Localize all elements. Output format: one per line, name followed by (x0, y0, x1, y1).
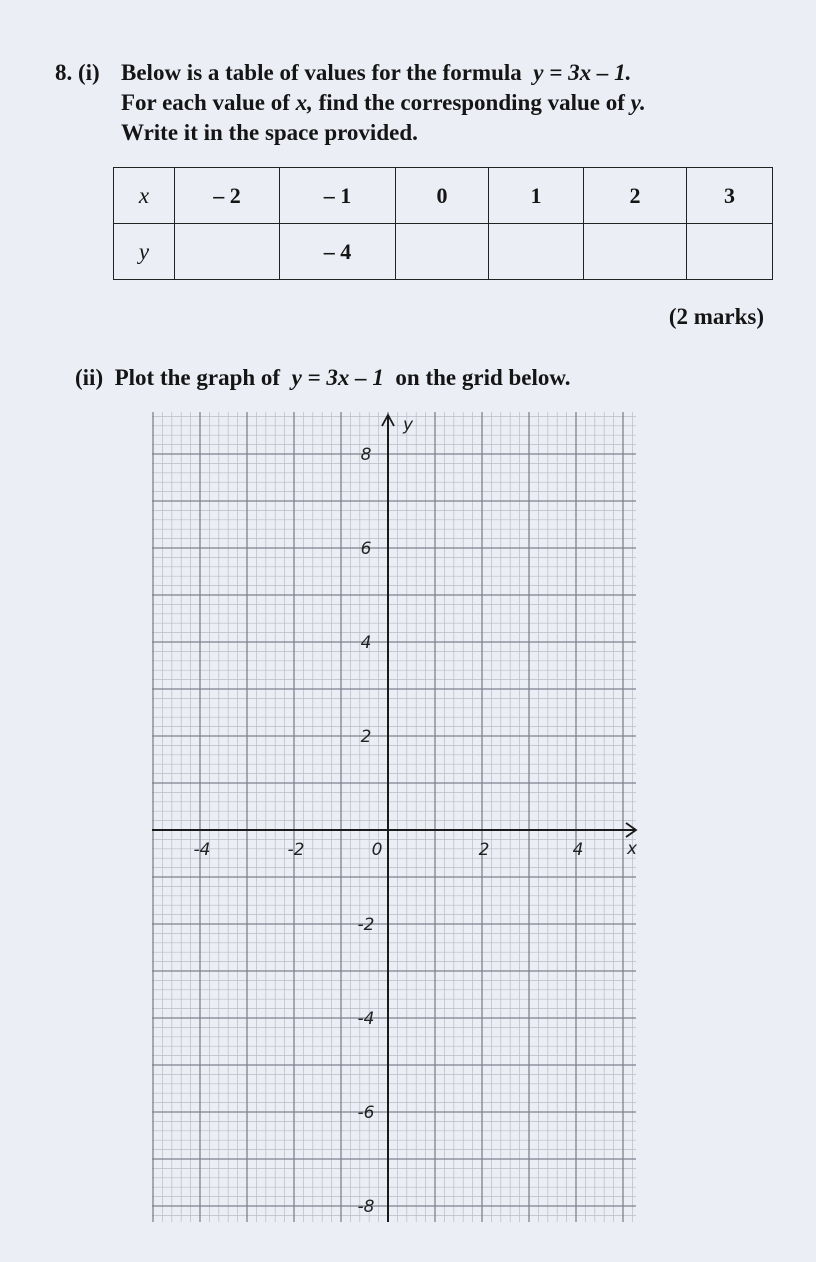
part-i-line-2-var: x, (295, 90, 313, 115)
x-tick-label: -4 (193, 840, 211, 860)
y-tick-label: 2 (360, 727, 372, 747)
part-i-line-2a: For each value of (121, 90, 290, 115)
y-tick-label: 8 (360, 445, 372, 465)
part-i-line-3: Write it in the space provided. (121, 120, 418, 145)
x-cell: – 1 (280, 168, 396, 224)
part-i-line-2b: find the corresponding value of (318, 90, 625, 115)
y-header-cell: y (114, 224, 175, 280)
part-i-label: (i) (78, 60, 100, 85)
y-tick-label: -8 (357, 1197, 375, 1217)
marks-label: (2 marks) (668, 304, 764, 329)
x-tick-label: 4 (572, 840, 584, 860)
part-ii-text-a: Plot the graph of (114, 365, 281, 390)
y-tick-label: 4 (360, 633, 372, 653)
x-cell: 1 (489, 168, 584, 224)
x-cell: 3 (687, 168, 773, 224)
grid-labels (194, 415, 638, 1217)
x-cell: – 2 (175, 168, 280, 224)
grid-minor-lines (152, 412, 636, 1222)
x-axis-label: x (626, 839, 638, 859)
grid-axes (152, 415, 636, 1222)
question-number-text: 8. (55, 60, 73, 85)
part-i-line-1-text: Below is a table of values for the formula (121, 60, 522, 85)
y-tick-label: 6 (360, 539, 372, 559)
x-cell: 2 (584, 168, 687, 224)
x-header-cell: x (114, 168, 175, 224)
x-cell: 0 (396, 168, 489, 224)
part-ii-label: (ii) (75, 365, 104, 390)
x-tick-label: 2 (478, 840, 490, 860)
y-axis-label: y (402, 415, 414, 435)
part-ii-formula: y = 3x – 1 (291, 365, 384, 390)
part-ii-text-b: on the grid below. (395, 365, 571, 390)
y-cell: – 4 (280, 224, 396, 280)
y-tick-label: -2 (357, 915, 375, 935)
part-i-formula: y = 3x – 1. (533, 60, 632, 85)
x-tick-label: -2 (287, 840, 305, 860)
x-tick-label: 0 (371, 840, 383, 860)
y-tick-label: -4 (357, 1009, 375, 1029)
part-i-line-2-var2: y. (630, 90, 646, 115)
y-tick-label: -6 (357, 1103, 375, 1123)
grid-major-lines (152, 412, 636, 1222)
